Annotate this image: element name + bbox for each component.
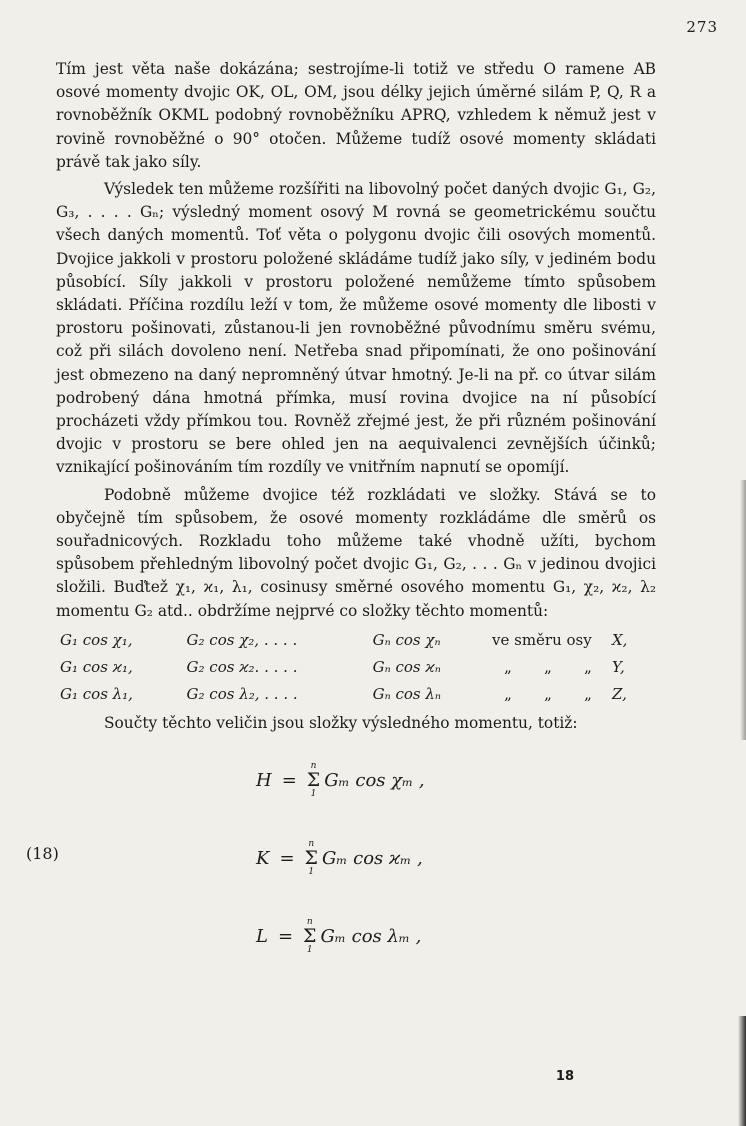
axis-label: X, [612,630,628,649]
page-corner-shadow [738,1016,746,1126]
ditto-mark: „ [504,658,512,677]
sum-lower-limit: 1 [310,788,317,799]
equals-sign: = [281,769,297,791]
sum-upper-limit: n [310,760,317,771]
sigma-symbol: Σ [303,924,317,947]
ditto-mark: „ [544,685,552,704]
summation-sign [305,840,318,877]
ditto-mark: „ [544,658,552,677]
component-cell: G₁ cos λ₁, [60,685,133,704]
equation-body: Gₘ cos λₘ , [320,925,422,947]
paragraph-3: Podobně můžeme dvojice též rozkládati ve složky. Stává se to obyčejně tím spůsobem, že osové momenty rozkládáme dle směrů os souřadnicových. Rozkladu toho můžeme také vhodně užíti, bychom spůsobem přehledným libovolný počet dvojic G₁, G₂, . . . Gₙ v jedinou dvojici složili. Buďtež χ₁, ϰ₁, λ₁, cosinusy směrné osového momentu G₁, χ₂, ϰ₂, λ₂ momentu G₂ atd.. obdržíme nejprvé co složky těchto momentů: [56,485,656,620]
ditto-mark: „ [504,685,512,704]
axis-label: Z, [612,685,627,704]
paragraph-2: Výsledek ten můžeme rozšířiti na libovolný počet daných dvojic G₁, G₂, G₃, . . . . Gₙ; výsledný moment osový M rovná se geometrickému součtu všech daných momentů. Toť věta o polygonu dvojic čili osových momentů. Dvojice jakkoli v prostoru položené skládáme tudíž jako síly, v jediném bodu působící. Síly jakkoli v prostoru položené nemůžeme tímto spůsobem skládati. Příčina rozdílu leží v tom, že můžeme osové momenty dle libosti v prostoru pošinovati, zůstanou-li jen rovnoběžné původnímu směru svému, což při silách dovoleno není. Netřeba snad připomínati, že ono pošinování jest obmezeno na daný nepromněný útvar hmotný. Je-li na př. co útvar silám podrobený dána hmotná přímka, musí rovina dvojice na ní působící procházeti vždy přímkou tou. Rovněž zřejmé jest, že při různém pošinování dvojic v prostoru se bere ohled jen na aequivalenci zevnějších účinků; vznikající pošinováním tím rozdíly ve vnitřním napnutí se opomíjí. [56,180,656,477]
equation-h [256,762,425,799]
axis-label: Y, [612,658,625,677]
equation-body: Gₘ cos χₘ , [324,769,425,791]
sum-upper-limit: n [306,916,313,927]
equals-sign: = [279,847,295,869]
component-cell: Gₙ cos λₙ [372,685,441,704]
direction-text: ve směru osy [492,630,592,649]
sum-lower-limit: 1 [306,944,313,955]
component-row-x [56,627,656,654]
sigma-symbol: Σ [304,846,318,869]
sigma-symbol: Σ [306,768,321,791]
printer-signature-mark: 18 [555,1069,574,1084]
equation-l [256,918,421,955]
ditto-mark: „ [584,658,592,677]
equation-lhs: H [256,769,272,791]
summation-sign [303,918,316,955]
sum-lower-limit: 1 [308,866,315,877]
sums-sentence: Součty těchto veličin jsou složky výsledného momentu, totiž: [104,714,578,733]
component-cell: G₁ cos χ₁, [60,630,133,649]
paragraph-1: Tím jest věta naše dokázána; sestrojíme-li totiž ve středu O ramene AB osové momenty dvojic OK, OL, OM, jsou délky jejich úměrné silám P, Q, R a rovnoběžník OKML podobný rovnoběžníku APRQ, vzhledem k němuž jest v rovině rovnoběžné o 90° otočen. Můžeme tudíž osové momenty skládati právě tak jako síly. [56,60,656,171]
component-row-z [56,681,656,708]
equation-k [256,840,423,877]
equation-number: (18) [26,843,59,863]
page-number: 273 [686,18,718,36]
ditto-mark: „ [584,685,592,704]
component-cell: G₂ cos ϰ₂. . . . . [186,658,298,677]
component-cell: G₁ cos ϰ₁, [60,658,133,677]
equation-lhs: L [256,925,268,947]
component-table [56,627,656,709]
sum-upper-limit: n [308,838,315,849]
page-content [26,58,656,994]
component-row-y [56,654,656,681]
equation-lhs: K [256,847,270,869]
summation-sign [307,762,320,799]
component-cell: G₂ cos χ₂, . . . . [186,630,298,649]
component-cell: Gₙ cos ϰₙ [372,658,441,677]
equation-body: Gₘ cos ϰₘ , [321,847,423,869]
page-edge-shadow [740,480,746,740]
component-cell: G₂ cos λ₂, . . . . [186,685,298,704]
equals-sign: = [277,925,294,947]
component-cell: Gₙ cos χₙ [372,630,441,649]
equation-block [26,754,656,994]
